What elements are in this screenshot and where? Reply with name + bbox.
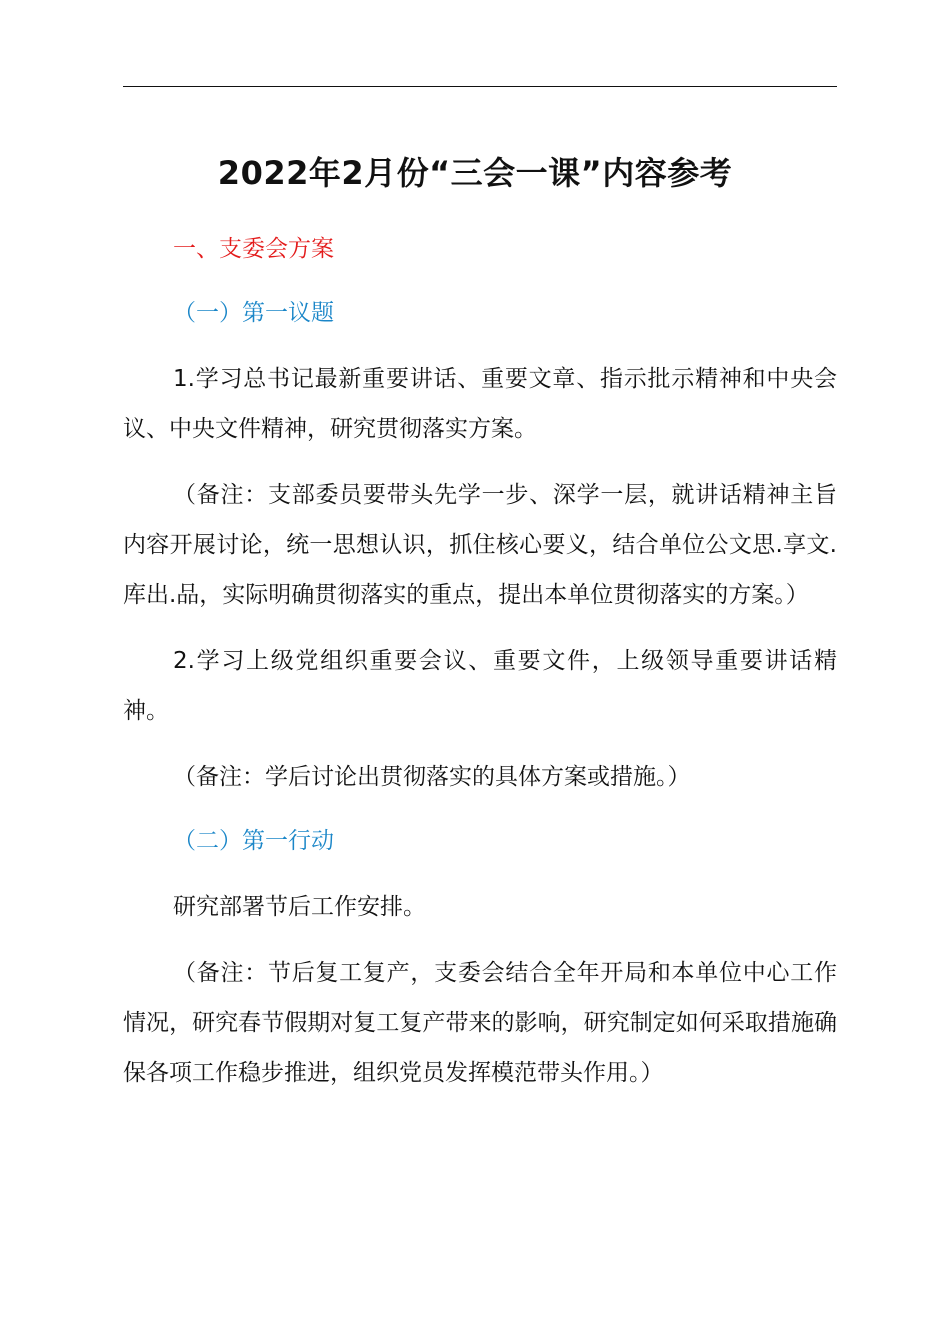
paragraph-post-holiday-plan: 研究部署节后工作安排。	[173, 894, 426, 920]
paragraph-note-committee-members: （备注：支部委员要带头先学一步、深学一层，就讲话精神主旨内容开展讨论，统一思想认识，抓住核心要义，结合单位公文思.享文.库出.品，实际明确贯彻落实的重点，提出本单位贯彻落实的方案。）	[123, 482, 837, 608]
document-body	[123, 226, 837, 1114]
header-rule	[123, 86, 837, 87]
paragraph-note-resume-work: （备注：节后复工复产，支委会结合全年开局和本单位中心工作情况，研究春节假期对复工复产带来的影响，研究制定如何采取措施确保各项工作稳步推进，组织党员发挥模范带头作用。）	[123, 960, 837, 1086]
subsection-heading-first-action: （二）第一行动	[173, 828, 334, 854]
paragraph-study-superior-meetings: 2.学习上级党组织重要会议、重要文件，上级领导重要讲话精神。	[123, 648, 837, 724]
subsection-heading-first-topic: （一）第一议题	[173, 300, 334, 326]
paragraph-study-speeches: 1.学习总书记最新重要讲话、重要文章、指示批示精神和中央会议、中央文件精神，研究贯彻落实方案。	[123, 366, 837, 442]
section-heading-branch-committee: 一、支委会方案	[173, 236, 334, 262]
document-title: 2022年2月份“三会一课”内容参考	[217, 154, 733, 192]
paragraph-note-discussion: （备注：学后讨论出贯彻落实的具体方案或措施。）	[173, 764, 691, 790]
